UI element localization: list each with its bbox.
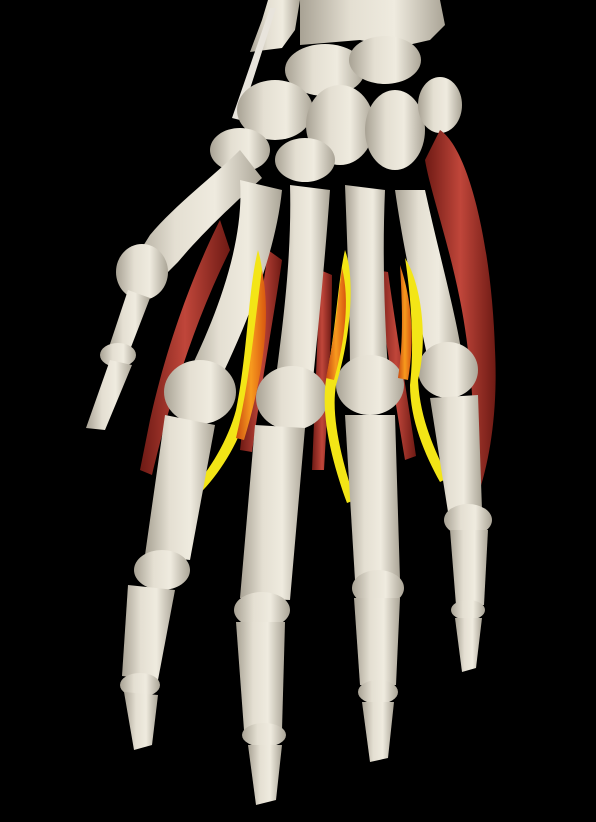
proximal-phalanges — [134, 395, 492, 628]
distal-phalanges — [124, 618, 482, 805]
